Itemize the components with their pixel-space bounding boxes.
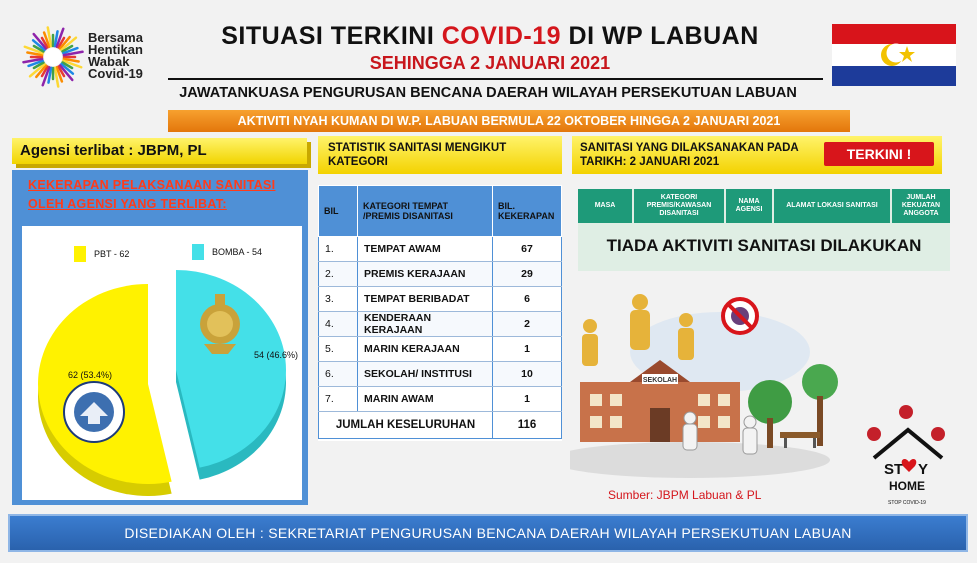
- stats-table: [318, 185, 562, 439]
- table-row: [319, 262, 562, 287]
- row-bil: 1.: [319, 237, 358, 262]
- row-kategori: MARIN AWAM: [358, 387, 493, 412]
- act-col-masa: MASA: [578, 189, 634, 223]
- virus-icon: [867, 405, 945, 441]
- table-row: [319, 387, 562, 412]
- row-bil: 5.: [319, 337, 358, 362]
- logo-line: Wabak: [88, 54, 130, 69]
- no-activity-message: TIADA AKTIVITI SANITASI DILAKUKAN: [606, 236, 922, 255]
- slice-label-pbt: 62 (53.4%): [68, 370, 113, 380]
- row-bil: 2.: [319, 262, 358, 287]
- terkini-badge: TERKINI !: [824, 142, 934, 166]
- row-bil: 6.: [319, 362, 358, 387]
- col-kategori: KATEGORI TEMPAT /PREMIS DISANITASI: [358, 186, 493, 237]
- total-label: JUMLAH KESELURUHAN: [319, 412, 493, 439]
- school-sign: SEKOLAH: [642, 377, 678, 384]
- committee-name: JAWATANKUASA PENGURUSAN BENCANA DAERAH WILAYAH PERSEKUTUAN LABUAN: [179, 85, 797, 101]
- row-bil: 3.: [319, 287, 358, 312]
- row-kekerapan: 1: [493, 337, 562, 362]
- logo-line: Bersama: [88, 30, 143, 45]
- heart-icon: [902, 459, 917, 472]
- slice-label-bomba: 54 (46.6%): [254, 350, 299, 360]
- logo-line: Hentikan: [88, 42, 143, 57]
- pie-chart: [22, 226, 302, 500]
- pie-chart-area: [22, 226, 302, 500]
- source-note: Sumber: JBPM Labuan & PL: [608, 488, 762, 502]
- stay-home-logo: [862, 400, 952, 510]
- no-virus-icon: [723, 299, 757, 333]
- footer-banner: DISEDIAKAN OLEH : SEKRETARIAT PENGURUSAN BENCANA DAERAH WILAYAH PERSEKUTUAN LABUAN: [8, 514, 968, 552]
- title-part2: DI WP LABUAN: [561, 22, 759, 50]
- stats-table-wrap: [318, 185, 562, 441]
- page-title: [190, 22, 790, 51]
- row-kategori: PREMIS KERAJAAN: [358, 262, 493, 287]
- page-subtitle: SEHINGGA 2 JANUARI 2021: [369, 53, 611, 73]
- logo-text: [88, 32, 143, 80]
- row-kategori: SEKOLAH/ INSTITUSI: [358, 362, 493, 387]
- bench-icon: [780, 432, 820, 448]
- col-bil: BIL: [319, 186, 358, 237]
- title-highlight: COVID-19: [441, 22, 562, 50]
- act-col-alamat: ALAMAT LOKASI SANITASI: [774, 189, 892, 223]
- pbt-emblem-icon: [64, 382, 124, 442]
- table-row: [319, 312, 562, 337]
- chart-heading: KEKERAPAN PELAKSANAAN SANITASI OLEH AGENSI YANG TERLIBAT:: [28, 178, 276, 211]
- current-heading-text: SANITASI YANG DILAKSANAKAN PADA TARIKH: 2 JANUARI 2021: [580, 142, 799, 168]
- act-col-kategori: KATEGORI PREMIS/KAWASAN DISANITASI: [634, 189, 726, 223]
- burst-logo-icon: [22, 26, 84, 88]
- row-kategori: MARIN KERAJAAN: [358, 337, 493, 362]
- col-kekerapan: BIL. KEKERAPAN: [493, 186, 562, 237]
- activity-table: [578, 189, 950, 271]
- campaign-logo: [22, 26, 162, 96]
- stop-covid-text: STOP COVID-19: [888, 500, 926, 506]
- labuan-flag-icon: [832, 24, 956, 86]
- legend-label-bomba: BOMBA - 54: [212, 247, 263, 257]
- row-kekerapan: 10: [493, 362, 562, 387]
- row-kekerapan: 1: [493, 387, 562, 412]
- row-bil: 7.: [319, 387, 358, 412]
- row-kekerapan: 2: [493, 312, 562, 337]
- table-row: [319, 362, 562, 387]
- title-part1: SITUASI TERKINI: [221, 22, 442, 50]
- home-text: HOME: [889, 479, 925, 493]
- sanitation-illustration: [570, 282, 850, 482]
- row-kategori: TEMPAT AWAM: [358, 237, 493, 262]
- header-divider: [168, 78, 823, 80]
- legend-swatch-bomba: [192, 244, 204, 260]
- row-bil: 4.: [319, 312, 358, 337]
- total-value: 116: [493, 412, 562, 439]
- stay-text: ST: [884, 461, 904, 478]
- table-row: [319, 337, 562, 362]
- stats-heading: STATISTIK SANITASI MENGIKUT KATEGORI: [318, 136, 562, 174]
- stay-text-y: Y: [918, 461, 929, 478]
- pie-slice-bomba: [176, 270, 286, 468]
- row-kekerapan: 67: [493, 237, 562, 262]
- total-row: [319, 412, 562, 439]
- agency-label: Agensi terlibat : JBPM, PL: [12, 138, 307, 164]
- row-kekerapan: 29: [493, 262, 562, 287]
- legend-label-pbt: PBT - 62: [94, 249, 130, 259]
- act-col-agensi: NAMA AGENSI: [726, 189, 774, 223]
- table-row: [319, 237, 562, 262]
- row-kekerapan: 6: [493, 287, 562, 312]
- legend-swatch-pbt: [74, 246, 86, 262]
- act-col-jumlah: JUMLAH KEKUATAN ANGGOTA: [892, 189, 950, 223]
- logo-line: Covid-19: [88, 66, 143, 81]
- activity-banner: AKTIVITI NYAH KUMAN DI W.P. LABUAN BERMULA 22 OKTOBER HINGGA 2 JANUARI 2021: [168, 110, 850, 132]
- row-kategori: TEMPAT BERIBADAT: [358, 287, 493, 312]
- row-kategori: KENDERAAN KERAJAAN: [358, 312, 493, 337]
- table-row: [319, 287, 562, 312]
